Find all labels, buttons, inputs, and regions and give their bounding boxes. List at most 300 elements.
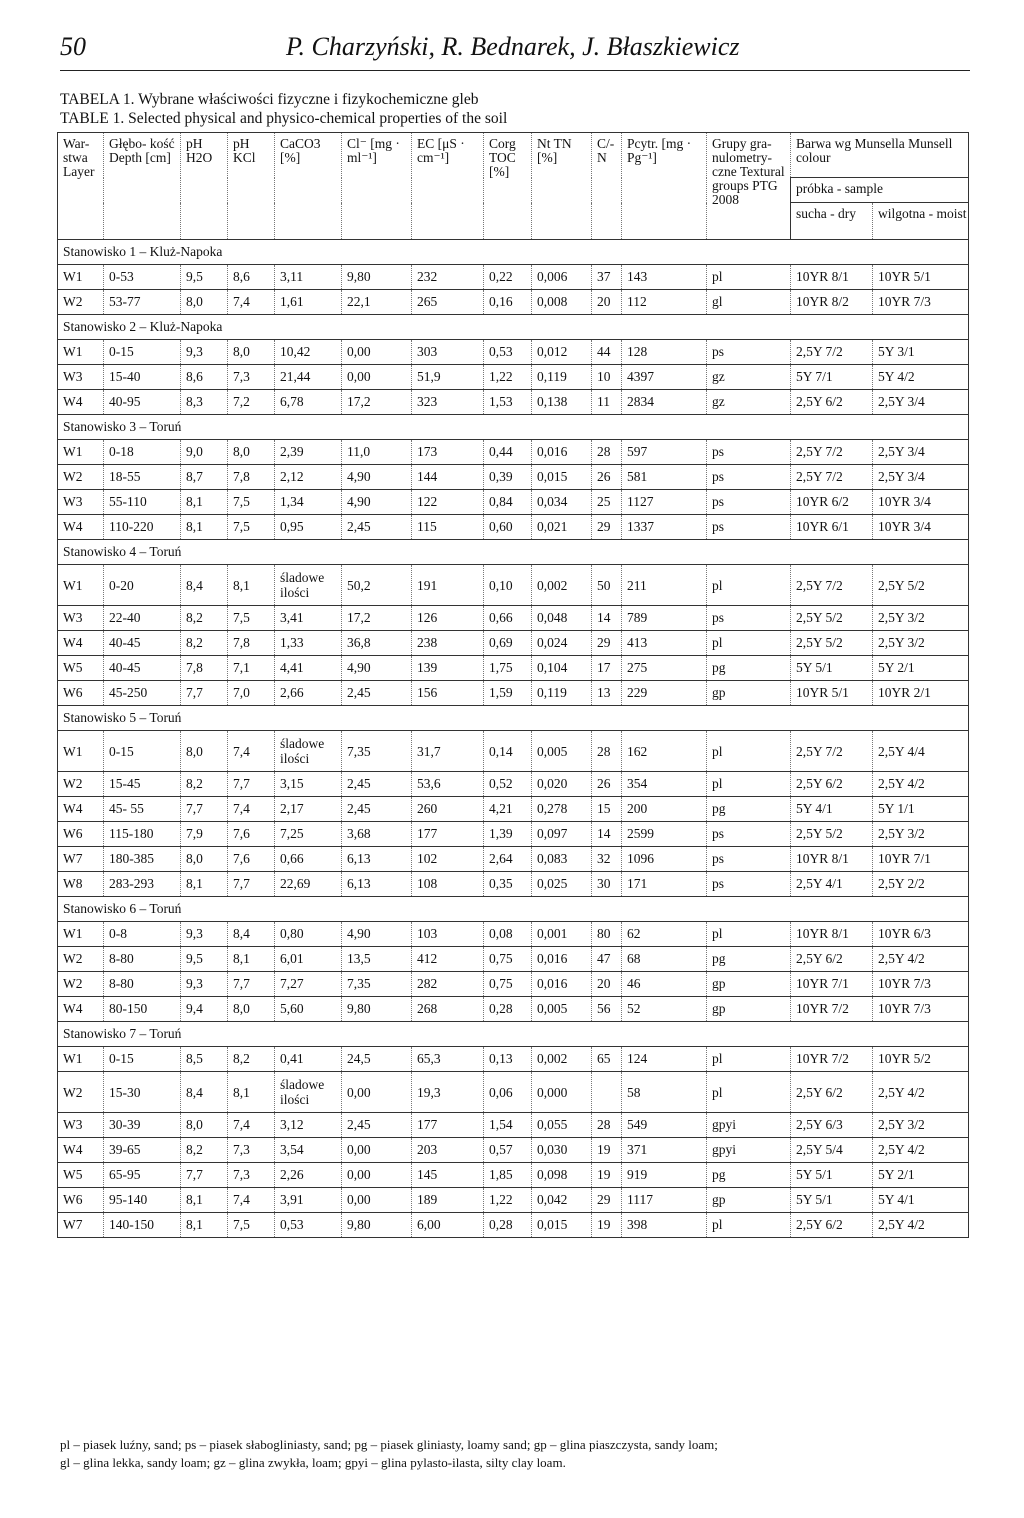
running-header: [60, 30, 970, 71]
cell-chloride: 13,5: [342, 947, 412, 972]
cell-colour-dry: 10YR 8/1: [791, 922, 873, 947]
cell-textural-group: pl: [707, 1047, 791, 1072]
cell-cn: 32: [592, 847, 622, 872]
cell-depth: 15-30: [104, 1072, 181, 1113]
cell-colour-moist: 10YR 7/3: [873, 290, 969, 315]
footnote-line-1: pl – piasek luźny, sand; ps – piasek słabogliniasty, sand; pg – piasek gliniasty, loamy sand; gp – glina piaszczysta, sandy loam;: [60, 1437, 718, 1452]
cell-colour-dry: 5Y 5/1: [791, 656, 873, 681]
cell-depth: 0-8: [104, 922, 181, 947]
cell-caco3: 5,60: [275, 997, 342, 1022]
cell-corg: 1,39: [484, 822, 532, 847]
cell-ph-h2o: 9,0: [181, 440, 228, 465]
cell-layer: W5: [58, 656, 104, 681]
cell-ph-h2o: 8,4: [181, 1072, 228, 1113]
cell-cn: 10: [592, 365, 622, 390]
header-ec: EC [μS · cm⁻¹]: [412, 133, 484, 240]
table-caption-english: TABLE 1. Selected physical and physico-chemical properties of the soil: [60, 110, 508, 127]
cell-caco3: 4,41: [275, 656, 342, 681]
cell-depth: 65-95: [104, 1163, 181, 1188]
cell-layer: W2: [58, 772, 104, 797]
header-munsell-colour: Barwa wg Munsella Munsell colour: [791, 133, 969, 178]
cell-layer: W7: [58, 1213, 104, 1238]
cell-ec: 19,3: [412, 1072, 484, 1113]
cell-corg: 0,28: [484, 1213, 532, 1238]
cell-depth: 0-18: [104, 440, 181, 465]
cell-cn: 14: [592, 822, 622, 847]
cell-nt: 0,006: [532, 265, 592, 290]
page-number: 50: [60, 32, 86, 61]
cell-ph-kcl: 7,4: [228, 290, 275, 315]
cell-ec: 173: [412, 440, 484, 465]
cell-colour-dry: 10YR 8/1: [791, 265, 873, 290]
table-row: [58, 631, 969, 656]
cell-textural-group: pl: [707, 731, 791, 772]
table-row: [58, 465, 969, 490]
cell-ph-kcl: 7,5: [228, 490, 275, 515]
cell-corg: 1,22: [484, 365, 532, 390]
cell-ph-kcl: 8,1: [228, 565, 275, 606]
cell-caco3: 7,25: [275, 822, 342, 847]
cell-ph-kcl: 7,5: [228, 515, 275, 540]
cell-corg: 4,21: [484, 797, 532, 822]
table-row: [58, 847, 969, 872]
cell-caco3: 7,27: [275, 972, 342, 997]
cell-ec: 191: [412, 565, 484, 606]
cell-cn: 11: [592, 390, 622, 415]
cell-ec: 139: [412, 656, 484, 681]
cell-caco3: 2,12: [275, 465, 342, 490]
cell-phosphorus: 52: [622, 997, 707, 1022]
cell-colour-dry: 2,5Y 6/2: [791, 1072, 873, 1113]
cell-ec: 189: [412, 1188, 484, 1213]
cell-chloride: 6,13: [342, 872, 412, 897]
cell-ph-h2o: 8,6: [181, 365, 228, 390]
cell-ec: 53,6: [412, 772, 484, 797]
cell-colour-moist: 10YR 7/1: [873, 847, 969, 872]
cell-ph-h2o: 8,2: [181, 606, 228, 631]
cell-depth: 15-40: [104, 365, 181, 390]
cell-textural-group: pg: [707, 947, 791, 972]
cell-chloride: 2,45: [342, 797, 412, 822]
cell-phosphorus: 2599: [622, 822, 707, 847]
cell-colour-moist: 2,5Y 3/2: [873, 1113, 969, 1138]
cell-corg: 1,75: [484, 656, 532, 681]
cell-colour-moist: 2,5Y 4/4: [873, 731, 969, 772]
cell-corg: 0,22: [484, 265, 532, 290]
cell-colour-moist: 10YR 7/3: [873, 997, 969, 1022]
cell-phosphorus: 143: [622, 265, 707, 290]
header-ph-kcl: pH KCl: [228, 133, 275, 240]
cell-ec: 268: [412, 997, 484, 1022]
cell-colour-moist: 10YR 6/3: [873, 922, 969, 947]
cell-corg: 0,66: [484, 606, 532, 631]
cell-textural-group: pl: [707, 1213, 791, 1238]
cell-colour-moist: 2,5Y 3/2: [873, 822, 969, 847]
cell-nt: 0,042: [532, 1188, 592, 1213]
cell-colour-dry: 2,5Y 7/2: [791, 465, 873, 490]
cell-cn: 65: [592, 1047, 622, 1072]
cell-nt: 0,000: [532, 1072, 592, 1113]
cell-ph-h2o: 8,3: [181, 390, 228, 415]
header-sample: próbka - sample: [791, 178, 969, 203]
cell-corg: 2,64: [484, 847, 532, 872]
cell-cn: 50: [592, 565, 622, 606]
cell-textural-group: pg: [707, 797, 791, 822]
cell-textural-group: gp: [707, 1188, 791, 1213]
cell-caco3: 0,80: [275, 922, 342, 947]
cell-depth: 53-77: [104, 290, 181, 315]
cell-cn: 14: [592, 606, 622, 631]
cell-phosphorus: 124: [622, 1047, 707, 1072]
cell-caco3: śladowe ilości: [275, 731, 342, 772]
table-row: [58, 340, 969, 365]
cell-corg: 0,16: [484, 290, 532, 315]
cell-nt: 0,097: [532, 822, 592, 847]
cell-caco3: 3,41: [275, 606, 342, 631]
cell-ph-h2o: 8,0: [181, 731, 228, 772]
cell-textural-group: pl: [707, 922, 791, 947]
header-ph-h2o: pH H2O: [181, 133, 228, 240]
cell-depth: 40-45: [104, 656, 181, 681]
cell-chloride: 9,80: [342, 997, 412, 1022]
cell-depth: 15-45: [104, 772, 181, 797]
table-row: [58, 922, 969, 947]
cell-caco3: 3,54: [275, 1138, 342, 1163]
table-row: [58, 1047, 969, 1072]
cell-ec: 144: [412, 465, 484, 490]
site-title: Stanowisko 3 – Toruń: [58, 415, 969, 440]
cell-textural-group: gp: [707, 997, 791, 1022]
cell-phosphorus: 549: [622, 1113, 707, 1138]
cell-ec: 108: [412, 872, 484, 897]
soil-properties-table: [57, 132, 969, 1238]
cell-caco3: 1,34: [275, 490, 342, 515]
cell-phosphorus: 789: [622, 606, 707, 631]
cell-corg: 0,52: [484, 772, 532, 797]
cell-phosphorus: 211: [622, 565, 707, 606]
cell-chloride: 2,45: [342, 681, 412, 706]
table-row: [58, 1213, 969, 1238]
cell-ec: 303: [412, 340, 484, 365]
table-row: [58, 772, 969, 797]
cell-ph-kcl: 7,4: [228, 1113, 275, 1138]
cell-caco3: 22,69: [275, 872, 342, 897]
cell-ph-kcl: 7,8: [228, 465, 275, 490]
cell-layer: W4: [58, 515, 104, 540]
cell-nt: 0,005: [532, 997, 592, 1022]
cell-caco3: 10,42: [275, 340, 342, 365]
cell-chloride: 2,45: [342, 515, 412, 540]
table-caption-polish: TABELA 1. Wybrane właściwości fizyczne i fizykochemiczne gleb: [60, 91, 479, 108]
cell-nt: 0,024: [532, 631, 592, 656]
cell-cn: 30: [592, 872, 622, 897]
cell-cn: 20: [592, 972, 622, 997]
cell-phosphorus: 371: [622, 1138, 707, 1163]
cell-textural-group: ps: [707, 340, 791, 365]
cell-layer: W4: [58, 390, 104, 415]
cell-chloride: 11,0: [342, 440, 412, 465]
cell-phosphorus: 162: [622, 731, 707, 772]
cell-phosphorus: 200: [622, 797, 707, 822]
cell-colour-dry: 2,5Y 5/2: [791, 822, 873, 847]
site-title: Stanowisko 4 – Toruń: [58, 540, 969, 565]
cell-textural-group: ps: [707, 847, 791, 872]
cell-layer: W8: [58, 872, 104, 897]
cell-colour-dry: 10YR 7/1: [791, 972, 873, 997]
cell-colour-dry: 10YR 6/1: [791, 515, 873, 540]
cell-corg: 0,75: [484, 947, 532, 972]
cell-phosphorus: 354: [622, 772, 707, 797]
cell-caco3: 0,41: [275, 1047, 342, 1072]
cell-caco3: 1,33: [275, 631, 342, 656]
table-row: [58, 515, 969, 540]
cell-layer: W6: [58, 1188, 104, 1213]
cell-caco3: 0,66: [275, 847, 342, 872]
cell-ph-kcl: 8,1: [228, 1072, 275, 1113]
cell-ph-kcl: 7,0: [228, 681, 275, 706]
cell-chloride: 24,5: [342, 1047, 412, 1072]
cell-ph-h2o: 8,7: [181, 465, 228, 490]
cell-phosphorus: 4397: [622, 365, 707, 390]
cell-phosphorus: 398: [622, 1213, 707, 1238]
cell-phosphorus: 68: [622, 947, 707, 972]
cell-textural-group: pl: [707, 265, 791, 290]
cell-colour-dry: 10YR 7/2: [791, 997, 873, 1022]
cell-depth: 0-20: [104, 565, 181, 606]
cell-corg: 1,85: [484, 1163, 532, 1188]
cell-nt: 0,005: [532, 731, 592, 772]
cell-caco3: 3,91: [275, 1188, 342, 1213]
cell-colour-dry: 2,5Y 5/4: [791, 1138, 873, 1163]
cell-depth: 110-220: [104, 515, 181, 540]
cell-ph-h2o: 9,4: [181, 997, 228, 1022]
cell-textural-group: pl: [707, 1072, 791, 1113]
table-row: [58, 1163, 969, 1188]
cell-cn: 17: [592, 656, 622, 681]
cell-corg: 0,35: [484, 872, 532, 897]
cell-phosphorus: 58: [622, 1072, 707, 1113]
cell-corg: 0,60: [484, 515, 532, 540]
table-body: [58, 240, 969, 1238]
table-row: [58, 390, 969, 415]
cell-ec: 103: [412, 922, 484, 947]
cell-depth: 30-39: [104, 1113, 181, 1138]
cell-corg: 0,44: [484, 440, 532, 465]
cell-chloride: 9,80: [342, 265, 412, 290]
cell-chloride: 36,8: [342, 631, 412, 656]
cell-layer: W1: [58, 340, 104, 365]
cell-colour-moist: 2,5Y 3/4: [873, 465, 969, 490]
cell-cn: 13: [592, 681, 622, 706]
cell-phosphorus: 597: [622, 440, 707, 465]
cell-corg: 0,84: [484, 490, 532, 515]
site-header-row: [58, 706, 969, 731]
cell-ph-h2o: 9,5: [181, 947, 228, 972]
cell-nt: 0,002: [532, 565, 592, 606]
cell-depth: 39-65: [104, 1138, 181, 1163]
cell-textural-group: ps: [707, 822, 791, 847]
cell-chloride: 6,13: [342, 847, 412, 872]
cell-colour-moist: 10YR 5/1: [873, 265, 969, 290]
cell-colour-dry: 2,5Y 7/2: [791, 565, 873, 606]
cell-ec: 145: [412, 1163, 484, 1188]
cell-chloride: 17,2: [342, 390, 412, 415]
cell-caco3: 2,17: [275, 797, 342, 822]
cell-corg: 0,14: [484, 731, 532, 772]
cell-colour-moist: 10YR 5/2: [873, 1047, 969, 1072]
site-header-row: [58, 540, 969, 565]
site-header-row: [58, 415, 969, 440]
cell-ph-h2o: 9,5: [181, 265, 228, 290]
cell-cn: 29: [592, 1188, 622, 1213]
cell-depth: 180-385: [104, 847, 181, 872]
cell-colour-dry: 2,5Y 5/2: [791, 606, 873, 631]
cell-colour-dry: 5Y 4/1: [791, 797, 873, 822]
header-caco3: CaCO3 [%]: [275, 133, 342, 240]
cell-nt: 0,021: [532, 515, 592, 540]
cell-caco3: 6,78: [275, 390, 342, 415]
cell-ph-kcl: 8,0: [228, 440, 275, 465]
cell-layer: W2: [58, 290, 104, 315]
cell-phosphorus: 46: [622, 972, 707, 997]
table-row: [58, 1188, 969, 1213]
cell-depth: 115-180: [104, 822, 181, 847]
cell-colour-moist: 10YR 3/4: [873, 515, 969, 540]
cell-depth: 8-80: [104, 947, 181, 972]
cell-phosphorus: 2834: [622, 390, 707, 415]
cell-phosphorus: 62: [622, 922, 707, 947]
table-row: [58, 440, 969, 465]
cell-corg: 0,69: [484, 631, 532, 656]
cell-chloride: 50,2: [342, 565, 412, 606]
cell-colour-dry: 2,5Y 6/2: [791, 1213, 873, 1238]
cell-ph-h2o: 8,0: [181, 847, 228, 872]
cell-ec: 282: [412, 972, 484, 997]
cell-ph-h2o: 7,8: [181, 656, 228, 681]
cell-nt: 0,016: [532, 440, 592, 465]
cell-phosphorus: 581: [622, 465, 707, 490]
table-row: [58, 872, 969, 897]
cell-chloride: 0,00: [342, 1138, 412, 1163]
cell-colour-moist: 2,5Y 4/2: [873, 947, 969, 972]
cell-depth: 40-45: [104, 631, 181, 656]
cell-depth: 0-15: [104, 731, 181, 772]
cell-phosphorus: 1117: [622, 1188, 707, 1213]
cell-textural-group: gz: [707, 390, 791, 415]
site-title: Stanowisko 7 – Toruń: [58, 1022, 969, 1047]
cell-cn: 44: [592, 340, 622, 365]
header-dry: sucha - dry: [791, 203, 873, 240]
table-row: [58, 265, 969, 290]
cell-ph-h2o: 8,1: [181, 515, 228, 540]
cell-chloride: 0,00: [342, 365, 412, 390]
cell-cn: 56: [592, 997, 622, 1022]
cell-colour-moist: 2,5Y 4/2: [873, 1072, 969, 1113]
cell-phosphorus: 128: [622, 340, 707, 365]
cell-corg: 0,53: [484, 340, 532, 365]
cell-colour-moist: 2,5Y 2/2: [873, 872, 969, 897]
cell-layer: W2: [58, 1072, 104, 1113]
cell-depth: 45-250: [104, 681, 181, 706]
cell-textural-group: gz: [707, 365, 791, 390]
cell-ph-kcl: 7,6: [228, 822, 275, 847]
cell-colour-dry: 10YR 8/1: [791, 847, 873, 872]
cell-depth: 0-15: [104, 340, 181, 365]
cell-phosphorus: 229: [622, 681, 707, 706]
cell-nt: 0,025: [532, 872, 592, 897]
cell-nt: 0,016: [532, 972, 592, 997]
table-row: [58, 365, 969, 390]
cell-cn: 29: [592, 631, 622, 656]
cell-depth: 140-150: [104, 1213, 181, 1238]
cell-ph-h2o: 8,5: [181, 1047, 228, 1072]
header-phosphorus: Pcytr. [mg · Pg⁻¹]: [622, 133, 707, 240]
cell-ec: 156: [412, 681, 484, 706]
cell-textural-group: pl: [707, 565, 791, 606]
cell-ph-h2o: 9,3: [181, 340, 228, 365]
header-moist: wilgotna - moist: [873, 203, 969, 240]
cell-colour-moist: 2,5Y 3/4: [873, 440, 969, 465]
table-row: [58, 606, 969, 631]
cell-ph-kcl: 7,5: [228, 1213, 275, 1238]
site-header-row: [58, 315, 969, 340]
cell-phosphorus: 919: [622, 1163, 707, 1188]
cell-caco3: 0,53: [275, 1213, 342, 1238]
cell-caco3: 2,39: [275, 440, 342, 465]
cell-ph-h2o: 8,4: [181, 565, 228, 606]
cell-colour-dry: 10YR 6/2: [791, 490, 873, 515]
cell-layer: W1: [58, 440, 104, 465]
cell-ph-h2o: 7,7: [181, 681, 228, 706]
cell-nt: 0,055: [532, 1113, 592, 1138]
cell-depth: 283-293: [104, 872, 181, 897]
cell-textural-group: pg: [707, 656, 791, 681]
cell-cn: 80: [592, 922, 622, 947]
cell-caco3: 3,12: [275, 1113, 342, 1138]
cell-ec: 177: [412, 1113, 484, 1138]
cell-cn: 26: [592, 465, 622, 490]
cell-chloride: 4,90: [342, 490, 412, 515]
cell-colour-moist: 10YR 3/4: [873, 490, 969, 515]
cell-ec: 122: [412, 490, 484, 515]
cell-chloride: 4,90: [342, 465, 412, 490]
cell-colour-moist: 2,5Y 3/4: [873, 390, 969, 415]
cell-textural-group: ps: [707, 490, 791, 515]
cell-corg: 0,06: [484, 1072, 532, 1113]
cell-chloride: 4,90: [342, 656, 412, 681]
cell-ec: 177: [412, 822, 484, 847]
cell-ph-kcl: 8,4: [228, 922, 275, 947]
cell-ph-h2o: 8,1: [181, 872, 228, 897]
cell-corg: 0,57: [484, 1138, 532, 1163]
cell-nt: 0,083: [532, 847, 592, 872]
cell-cn: 26: [592, 772, 622, 797]
cell-depth: 0-53: [104, 265, 181, 290]
cell-ph-kcl: 7,3: [228, 1163, 275, 1188]
cell-ec: 102: [412, 847, 484, 872]
cell-corg: 0,13: [484, 1047, 532, 1072]
header-corg: Corg TOC [%]: [484, 133, 532, 240]
cell-ph-kcl: 8,0: [228, 340, 275, 365]
cell-ec: 65,3: [412, 1047, 484, 1072]
cell-caco3: 3,11: [275, 265, 342, 290]
table-row: [58, 731, 969, 772]
cell-ph-h2o: 7,9: [181, 822, 228, 847]
cell-cn: 19: [592, 1213, 622, 1238]
cell-layer: W3: [58, 1113, 104, 1138]
cell-ph-h2o: 7,7: [181, 1163, 228, 1188]
cell-ec: 126: [412, 606, 484, 631]
